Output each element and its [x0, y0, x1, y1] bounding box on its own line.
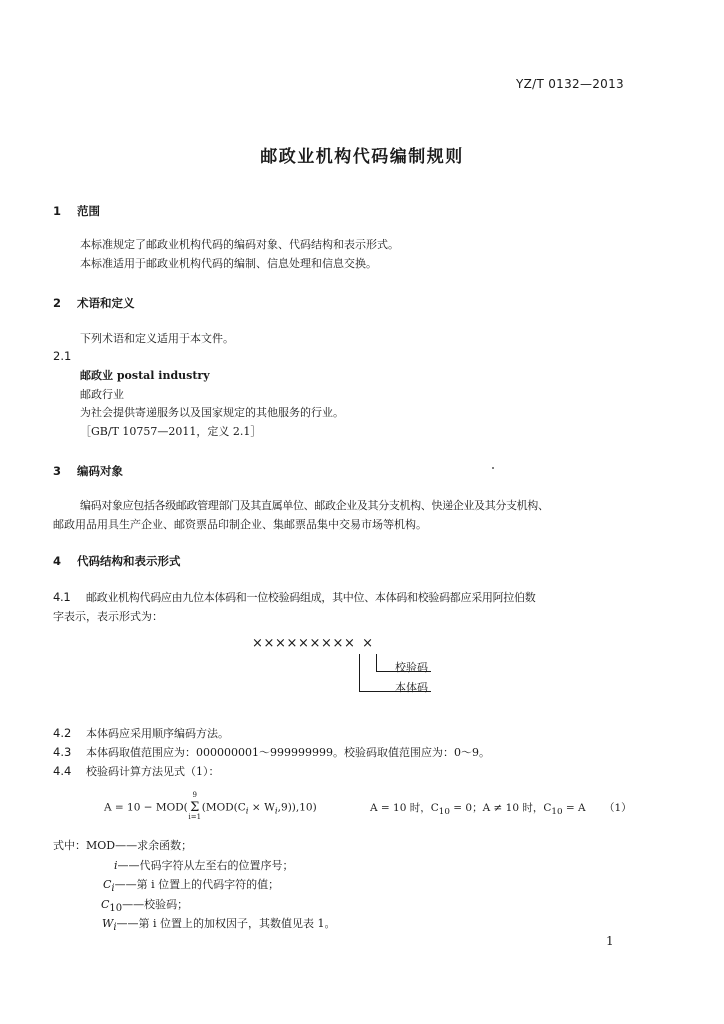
- section-1-para-1: 本标准规定了邮政业机构代码的编码对象、代码结构和表示形式。: [80, 238, 399, 251]
- checksum-formula: [104, 791, 317, 821]
- symbol-c-sub: i: [111, 883, 115, 895]
- formula-conditions: [370, 800, 586, 817]
- section-number: 1: [53, 204, 62, 218]
- section-1-para-2: 本标准适用于邮政业机构代码的编制、信息处理和信息交换。: [80, 257, 377, 270]
- section-title: 代码结构和表示形式: [77, 554, 181, 568]
- term-en: postal industry: [116, 369, 210, 382]
- section-4-heading: [53, 553, 181, 569]
- clause-text: 本体码取值范围应为：000000001～999999999。校验码取值范围应为：0～9。: [86, 746, 490, 759]
- symbol-c10-sub: 10: [109, 903, 123, 915]
- equation-number: （1）: [604, 802, 632, 814]
- formula-rest: ,9)),10): [277, 801, 317, 814]
- symbol-w-sub: i: [113, 922, 117, 934]
- where-c10: [101, 896, 188, 914]
- clause-number: 4.1: [53, 590, 71, 604]
- where-i: [114, 857, 294, 873]
- section-3-line-1: 编码对象应包括各级邮政管理部门及其直属单位、邮政企业及其分支机构、快递企业及其分支机构、: [80, 499, 549, 512]
- term-alt: 邮政行业: [80, 388, 124, 401]
- summation: [188, 791, 202, 821]
- formula-lhs: A = 10 − MOD(: [104, 801, 188, 814]
- section-title: 编码对象: [77, 464, 123, 478]
- cond-2: = A: [562, 802, 586, 814]
- desc-c10: ——校验码；: [122, 898, 189, 911]
- where-ci: [103, 876, 279, 894]
- section-number: 3: [53, 464, 62, 478]
- clause-4-4: [53, 763, 220, 779]
- check-code-bracket-vertical: [376, 654, 377, 672]
- sub-10b: 10: [551, 807, 563, 818]
- sub-i: i: [245, 806, 249, 817]
- clause-4-1-line-2: 字表示，表示形式为：: [53, 610, 163, 623]
- symbol-w: W: [102, 917, 114, 930]
- code-structure-diagram: [252, 636, 374, 651]
- section-number: 4: [53, 554, 62, 568]
- symbol-i: i: [114, 859, 118, 872]
- sub-i-2: i: [274, 806, 278, 817]
- cond-1: A = 10 时，C: [370, 802, 439, 814]
- clause-4-1-line-1: [53, 589, 535, 605]
- clause-number: 4.2: [53, 726, 72, 740]
- sum-upper-limit: 9: [192, 791, 197, 799]
- where-intro: 式中：MOD——求余函数；: [53, 839, 193, 852]
- clause-4-2: [53, 725, 229, 741]
- section-3-heading: [53, 463, 123, 479]
- section-2-heading: [53, 295, 135, 311]
- section-title: 范围: [77, 204, 100, 218]
- desc-i: ——代码字符从左至右的位置序号；: [117, 859, 294, 872]
- body-code-bracket-vertical: [359, 654, 360, 692]
- body-code-digits: ×××××××××: [252, 636, 356, 651]
- check-code-digit: ×: [362, 636, 374, 651]
- formula-mid: (MOD(C: [201, 801, 246, 814]
- symbol-c: C: [103, 878, 112, 891]
- sum-lower-limit: i=1: [188, 813, 202, 821]
- clause-text: 本体码应采用顺序编码方法。: [86, 727, 229, 740]
- clause-4-3: [53, 744, 490, 760]
- clause-number: 4.4: [53, 764, 72, 778]
- clause-text: 邮政业机构代码应由九位本体码和一位校验码组成，其中位、本体码和校验码都应采用阿拉伯数: [86, 591, 536, 604]
- symbol-c: C: [101, 898, 110, 911]
- term-source: ［GB/T 10757—2011，定义 2.1］: [80, 425, 262, 438]
- section-number: 2: [53, 296, 62, 310]
- label-check-code: 校验码: [395, 661, 428, 674]
- term-name: [80, 367, 210, 383]
- where-wi: [102, 915, 336, 933]
- sub-10: 10: [438, 807, 450, 818]
- section-3-line-2: 邮政用品用具生产企业、邮资票品印制企业、集邮票品集中交易市场等机构。: [53, 518, 427, 531]
- term-definition: 为社会提供寄递服务以及国家规定的其他服务的行业。: [80, 406, 344, 419]
- desc-ci: ——第 i 位置上的代码字符的值；: [114, 878, 280, 891]
- clause-text: 校验码计算方法见式（1）：: [86, 765, 220, 778]
- term-cn: 邮政业: [80, 369, 113, 382]
- section-title: 术语和定义: [77, 296, 135, 310]
- page-title: 邮政业机构代码编制规则: [260, 147, 464, 167]
- label-body-code: 本体码: [395, 681, 428, 694]
- term-number: 2.1: [53, 349, 72, 363]
- clause-number: 4.3: [53, 745, 72, 759]
- standard-code: YZ/T 0132—2013: [515, 77, 624, 91]
- formula-times: × W: [248, 801, 275, 814]
- section-1-heading: [53, 203, 100, 219]
- cond-1b: = 0；A ≠ 10 时，C: [449, 802, 552, 814]
- page-number: 1: [606, 934, 614, 948]
- desc-wi: ——第 i 位置上的加权因子，其数值见表 1。: [116, 917, 336, 930]
- section-2-intro: 下列术语和定义适用于本文件。: [80, 332, 234, 345]
- sum-symbol: Σ: [190, 800, 200, 815]
